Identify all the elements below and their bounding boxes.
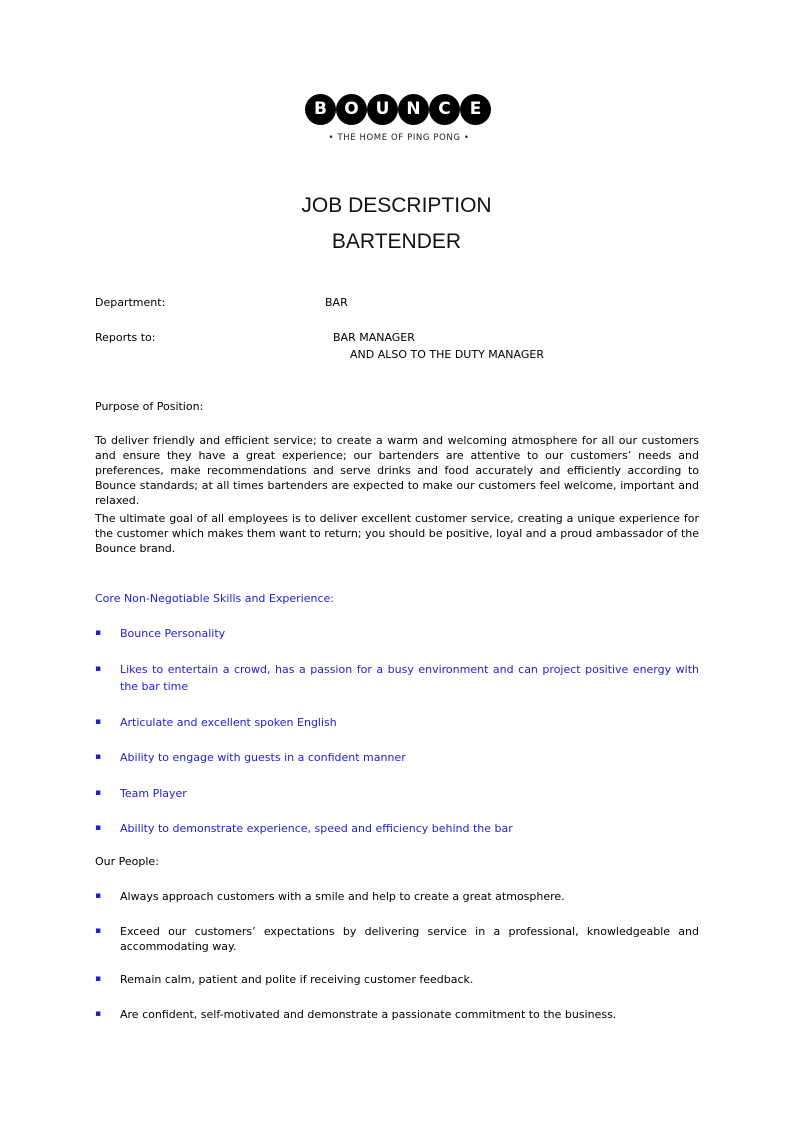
goal-paragraph: The ultimate goal of all employees is to deliver excellent customer service, creating a unique experience for the customer which makes them want to return; you should be positive, loyal and a proud ambassador of the Bounce brand.: [95, 512, 699, 555]
core-skill-item: Ability to engage with guests in a confident manner: [120, 751, 406, 764]
core-skill-item: Likes to entertain a crowd, has a passion for a busy environment and can project positive energy with the bar time: [120, 663, 699, 693]
bullet-icon: ▪: [95, 974, 102, 984]
document-title: JOB DESCRIPTION: [301, 194, 492, 217]
people-item: Are confident, self-motivated and demonstrate a passionate commitment to the business.: [120, 1008, 617, 1021]
core-skill-item: Ability to demonstrate experience, speed and efficiency behind the bar: [120, 822, 513, 835]
bullet-icon: ▪: [95, 717, 102, 727]
logo-letter: E: [460, 94, 491, 125]
job-title: BARTENDER: [331, 230, 462, 253]
our-people-heading: Our People:: [95, 855, 159, 868]
logo-tagline: • THE HOME OF PING PONG •: [328, 133, 470, 143]
bullet-icon: ▪: [95, 628, 102, 638]
people-item: Always approach customers with a smile and help to create a great atmosphere.: [120, 890, 565, 903]
department-value: BAR: [325, 296, 348, 309]
bullet-icon: ▪: [95, 926, 102, 936]
bullet-icon: ▪: [95, 788, 102, 798]
core-skills-heading: Core Non-Negotiable Skills and Experience:: [95, 592, 334, 605]
purpose-paragraph: To deliver friendly and efficient service; to create a warm and welcoming atmosphere for all our customers and ensure they have a great experience; our bartenders are attentive to our customers’ needs and preferences, make recommendations and serve drinks and food accurately and efficiently according to Bounce standards; at all times bartenders are expected to make our customers feel welcome, important and relaxed.: [95, 434, 699, 507]
bullet-icon: ▪: [95, 1009, 102, 1019]
logo-letter: O: [336, 94, 367, 125]
bullet-icon: ▪: [95, 664, 102, 674]
reports-to-value: BAR MANAGER: [333, 331, 415, 344]
reports-to-value-secondary: AND ALSO TO THE DUTY MANAGER: [350, 348, 544, 361]
logo-letter: C: [429, 94, 460, 125]
bullet-icon: ▪: [95, 823, 102, 833]
bullet-icon: ▪: [95, 752, 102, 762]
bullet-icon: ▪: [95, 891, 102, 901]
bounce-logo: [305, 94, 493, 148]
people-item: Exceed our customers’ expectations by delivering service in a professional, knowledgeable and accommodating way.: [120, 925, 699, 953]
logo-letter: N: [398, 94, 429, 125]
department-label: Department:: [95, 296, 166, 309]
logo-letter: U: [367, 94, 398, 125]
reports-to-label: Reports to:: [95, 331, 156, 344]
core-skill-item: Bounce Personality: [120, 627, 226, 640]
core-skill-item: Articulate and excellent spoken English: [120, 716, 337, 729]
logo-letter: B: [305, 94, 336, 125]
core-skill-item: Team Player: [120, 787, 187, 800]
logo-wordmark: [305, 94, 493, 126]
purpose-heading: Purpose of Position:: [95, 400, 204, 413]
people-item: Remain calm, patient and polite if receiving customer feedback.: [120, 973, 474, 986]
